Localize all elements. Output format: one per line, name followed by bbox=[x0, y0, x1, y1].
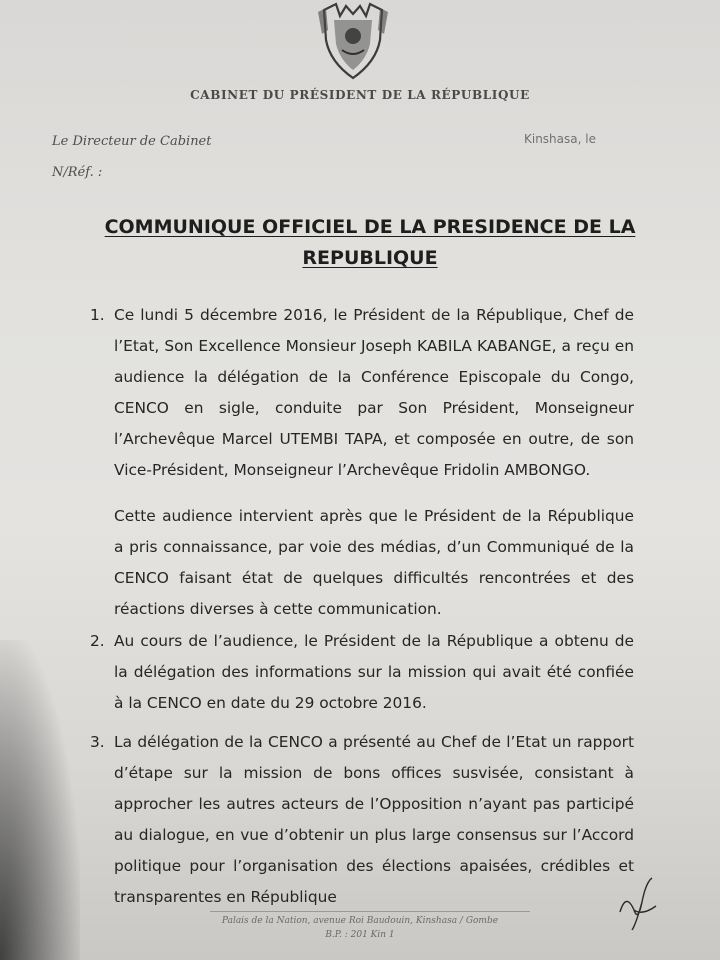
cabinet-heading: CABINET DU PRÉSIDENT DE LA RÉPUBLIQUE bbox=[190, 88, 530, 102]
initials-signature bbox=[612, 872, 662, 932]
item-1-continuation-paragraph: Cette audience intervient après que le Président de la République a pris connaissance, par voie des médias, d’un Communiqué de la CENCO faisant état de quelques difficultés rencontrées et des réactions diverses à cette communication. bbox=[114, 507, 634, 618]
item-2-number: 2. bbox=[90, 632, 105, 650]
item-3-paragraph: La délégation de la CENCO a présenté au Chef de l’Etat un rapport d’étape sur la mission de bons offices susvisée, consistant à approcher les autres acteurs de l’Opposition n’ayant pas participé au dialogue, en vue d’obtenir un plus large consensus sur l’Accord politique pour l’organisation des élections apaisées, crédibles et transparentes en République bbox=[114, 733, 634, 906]
footer-divider bbox=[210, 911, 530, 912]
item-3-number: 3. bbox=[90, 733, 105, 751]
item-1-number: 1. bbox=[90, 306, 105, 324]
item-1-paragraph: Ce lundi 5 décembre 2016, le Président de la République, Chef de l’Etat, Son Excellence Monsieur Joseph KABILA KABANGE, a reçu en audience la délégation de la Conférence Episcopale du Congo, CENCO en sigle, conduite par Son Président, Monseigneur l’Archevêque Marcel UTEMBI TAPA, et composée en outre, de son Vice-Président, Monseigneur l’Archevêque Fridolin AMBONGO. bbox=[114, 306, 634, 479]
communique-title-line-1: COMMUNIQUE OFFICIEL DE LA PRESIDENCE DE LA bbox=[104, 216, 636, 238]
footer-address: Palais de la Nation, avenue Roi Baudouin, Kinshasa / Gombe bbox=[221, 916, 499, 926]
coat-of-arms-emblem bbox=[316, 0, 390, 82]
shadow-overlay bbox=[0, 640, 80, 960]
communique-title-line-2: REPUBLIQUE bbox=[302, 247, 438, 269]
item-2-paragraph: Au cours de l’audience, le Président de la République a obtenu de la délégation des informations sur la mission qui avait été confiée à la CENCO en date du 29 octobre 2016. bbox=[114, 632, 634, 712]
place-date-line: Kinshasa, le bbox=[524, 132, 596, 146]
reference-line: N/Réf. : bbox=[52, 165, 103, 180]
footer-po-box: B.P. : 201 Kin 1 bbox=[325, 930, 395, 940]
director-line: Le Directeur de Cabinet bbox=[52, 134, 212, 149]
